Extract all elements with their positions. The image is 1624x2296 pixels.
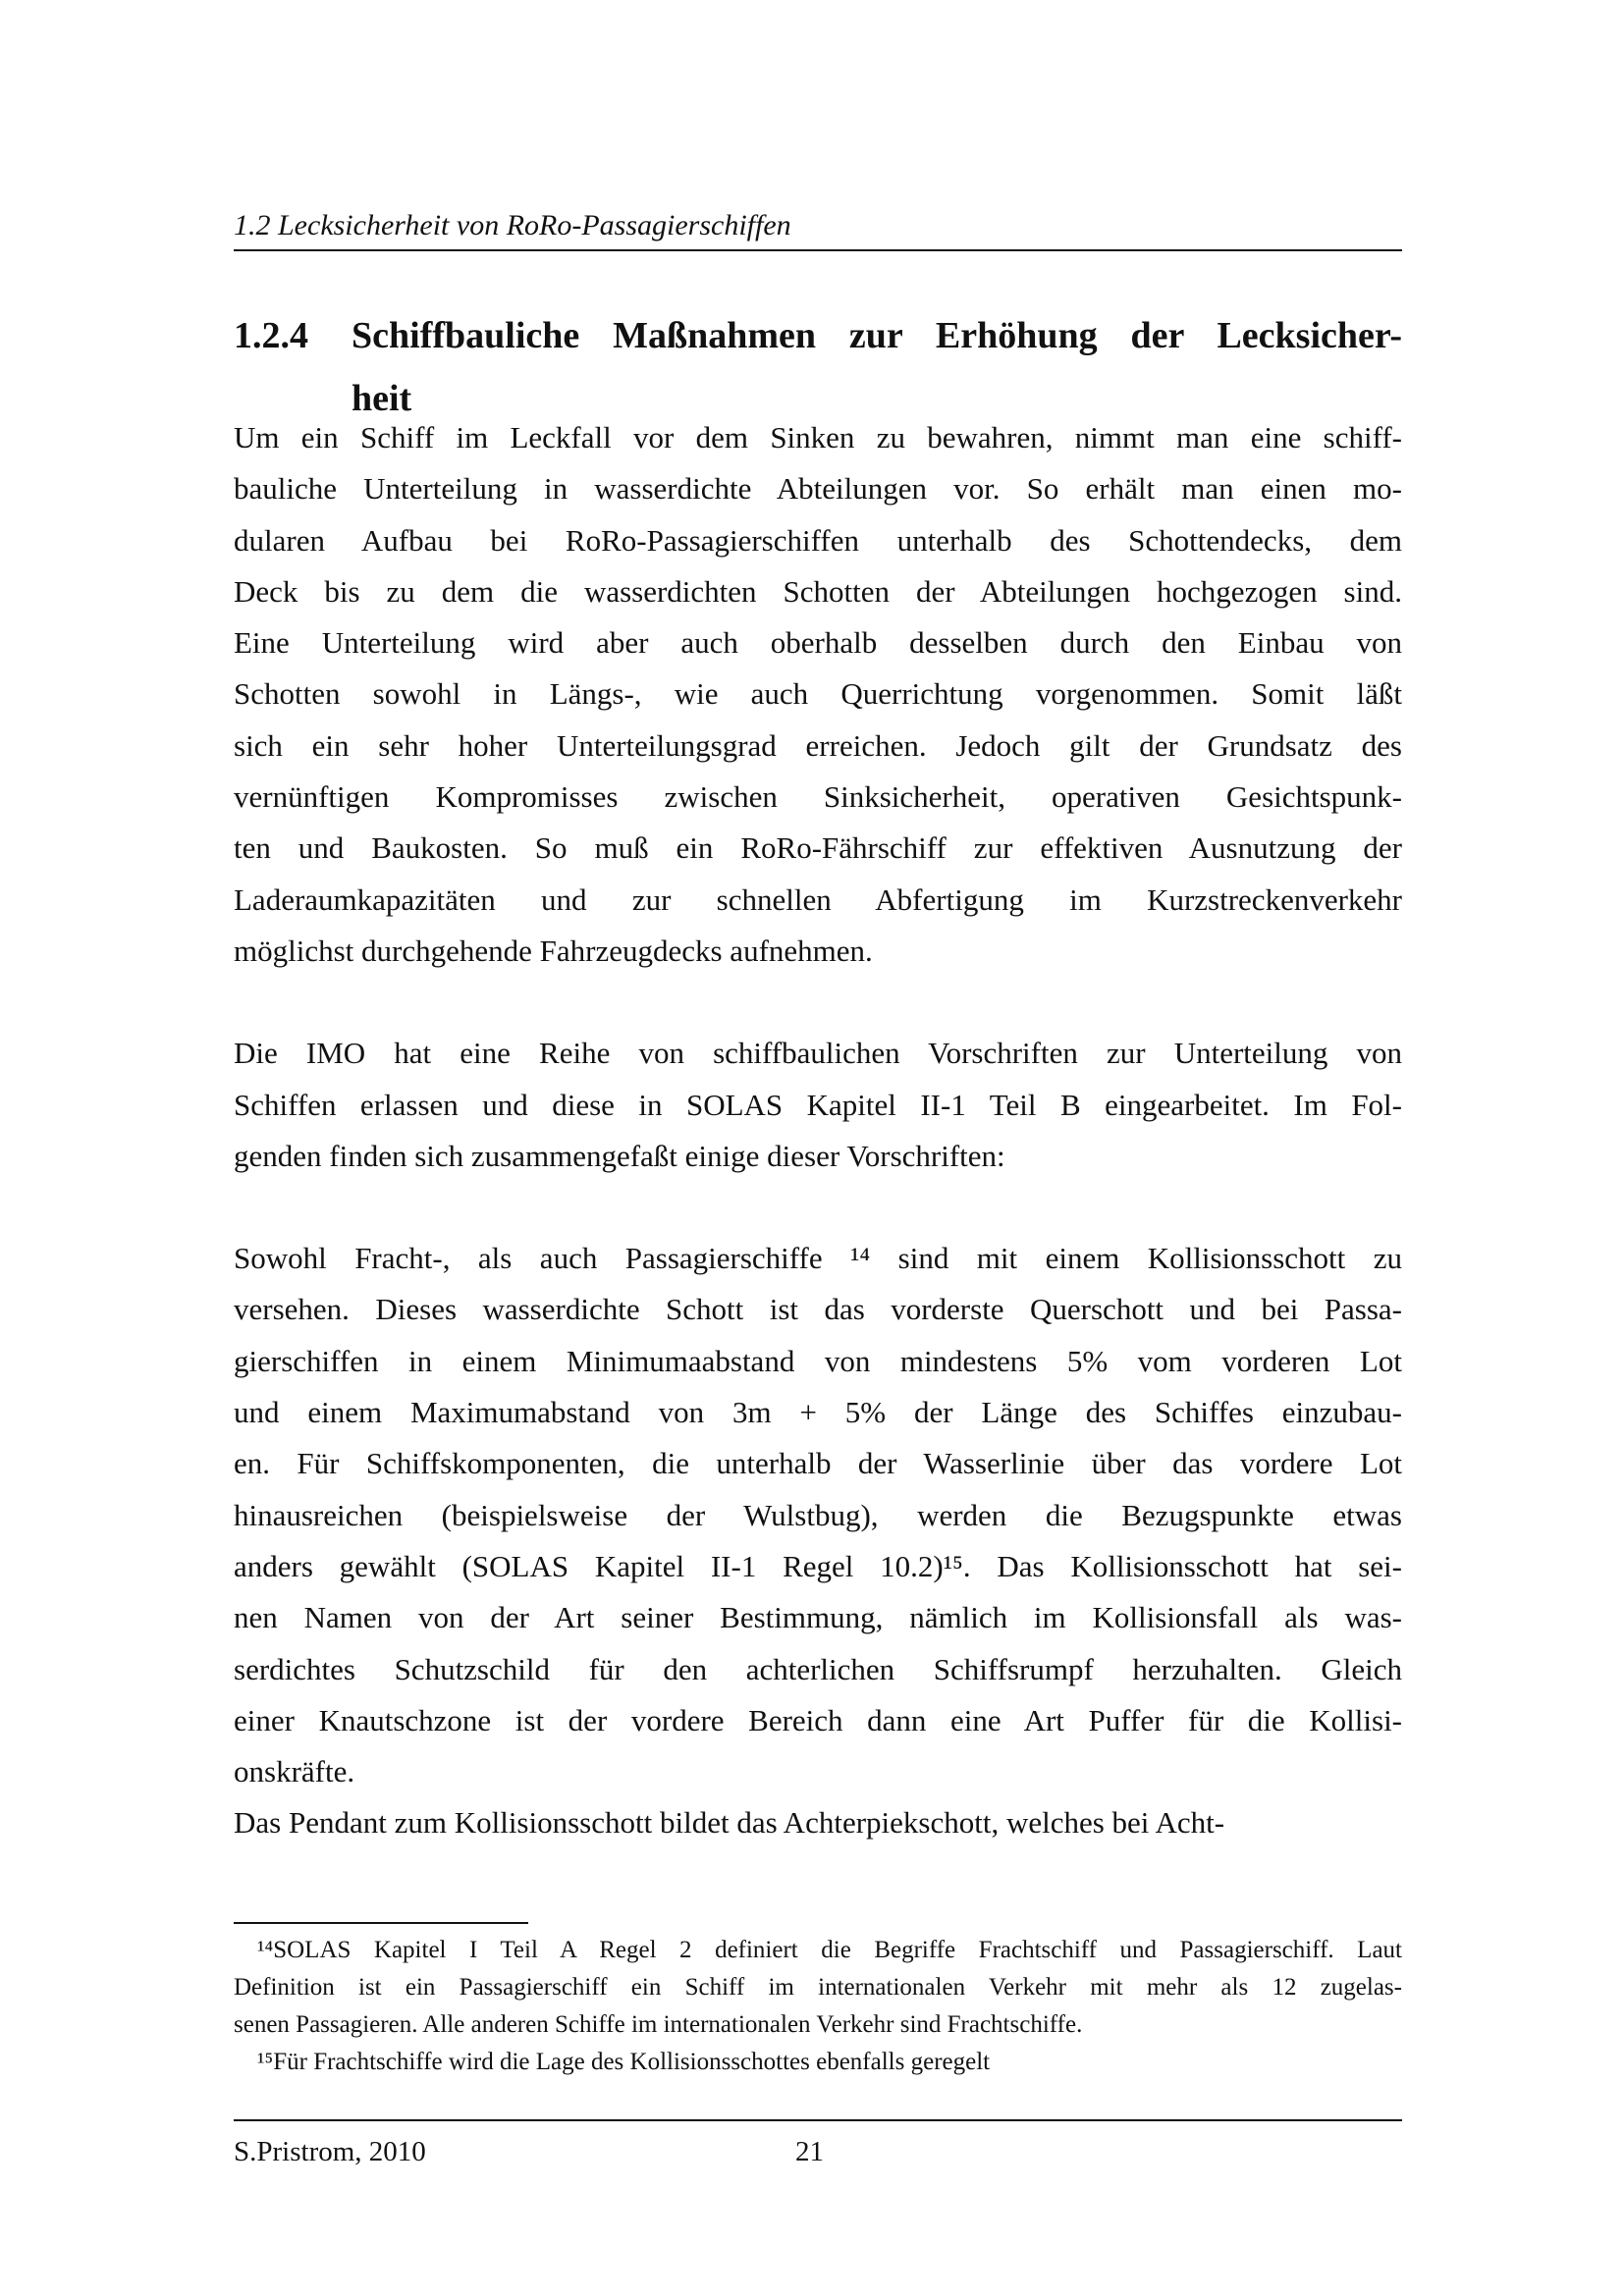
footer-divider [234, 2119, 1402, 2121]
text-line: Sowohl Fracht-, als auch Passagierschiffe ¹⁴ sind mit einem Kollisionsschott zu [234, 1241, 1402, 1276]
text-line: genden finden sich zusammengefaßt einige dieser Vorschriften: [234, 1138, 1005, 1173]
text-line: versehen. Dieses wasserdichte Schott ist das vorderste Querschott und bei Passa- [234, 1292, 1402, 1327]
paragraph [234, 1797, 1402, 1848]
text-line: hinausreichen (beispielsweise der Wulstbug), werden die Bezugspunkte etwas [234, 1497, 1402, 1532]
text-line: Um ein Schiff im Leckfall vor dem Sinken zu bewahren, nimmt man eine schiff- [234, 420, 1402, 454]
text-line: Schiffen erlassen und diese in SOLAS Kapitel II-1 Teil B eingearbeitet. Im Fol- [234, 1087, 1402, 1122]
section-title-line: Schiffbauliche Maßnahmen zur Erhöhung der Lecksicher- [352, 315, 1402, 356]
footnote-line: senen Passagieren. Alle anderen Schiffe im internationalen Verkehr sind Frachtschiffe. [234, 2011, 1083, 2038]
paragraph [234, 1233, 1402, 1797]
text-line: gierschiffen in einem Minimumaabstand von mindestens 5% vom vorderen Lot [234, 1343, 1402, 1378]
footnote [234, 2044, 1402, 2081]
text-line: sich ein sehr hoher Unterteilungsgrad erreichen. Jedoch gilt der Grundsatz des [234, 727, 1402, 763]
footnotes [234, 1932, 1402, 2081]
text-line: en. Für Schiffskomponenten, die unterhalb der Wasserlinie über das vordere Lot [234, 1446, 1402, 1481]
text-line: möglichst durchgehende Fahrzeugdecks aufnehmen. [234, 933, 873, 968]
footnote-line: ¹⁴SOLAS Kapitel I Teil A Regel 2 definiert die Begriffe Frachtschiff und Passagierschiff. Laut [257, 1937, 1402, 1963]
section-title-line: heit [352, 378, 412, 419]
section-number: 1.2.4 [234, 315, 308, 356]
text-line: vernünftigen Kompromisses zwischen Sinksicherheit, operativen Gesichtspunk- [234, 779, 1402, 815]
text-line: Schotten sowohl in Längs-, wie auch Querrichtung vorgenommen. Somit läßt [234, 676, 1402, 712]
footnote-line: Definition ist ein Passagierschiff ein Schiff im internationalen Verkehr mit mehr als 12 zugelas- [234, 1974, 1402, 2001]
text-line: Laderaumkapazitäten und zur schnellen Abfertigung im Kurzstreckenverkehr [234, 881, 1402, 917]
text-line: dularen Aufbau bei RoRo-Passagierschiffen unterhalb des Schottendecks, dem [234, 522, 1402, 558]
text-line: und einem Maximumabstand von 3m + 5% der Länge des Schiffes einzubau- [234, 1395, 1402, 1430]
section-title [352, 304, 1402, 430]
text-line: anders gewählt (SOLAS Kapitel II-1 Regel 10.2)¹⁵. Das Kollisionsschott hat sei- [234, 1548, 1402, 1583]
header-divider [234, 249, 1402, 251]
text-line: Deck bis zu dem die wasserdichten Schotten der Abteilungen hochgezogen sind. [234, 573, 1402, 609]
text-line: Das Pendant zum Kollisionsschott bildet das Achterpiekschott, welches bei Acht- [234, 1805, 1225, 1841]
footnote-divider [234, 1922, 528, 1924]
text-line: ten und Baukosten. So muß ein RoRo-Fährschiff zur effektiven Ausnutzung der [234, 830, 1402, 866]
text-line: onskräfte. [234, 1754, 355, 1789]
running-header: 1.2 Lecksicherheit von RoRo-Passagierschiffen [234, 209, 791, 241]
text-line: nen Namen von der Art seiner Bestimmung, nämlich im Kollisionsfall als was- [234, 1600, 1402, 1635]
body-text [234, 412, 1402, 1900]
page-number: 21 [795, 2136, 824, 2167]
footnote-line: ¹⁵Für Frachtschiffe wird die Lage des Kollisionsschottes ebenfalls geregelt [257, 2049, 991, 2075]
footer-author: S.Pristrom, 2010 [234, 2136, 426, 2167]
footnote [234, 1932, 1402, 2044]
text-line: Die IMO hat eine Reihe von schiffbaulichen Vorschriften zur Unterteilung von [234, 1036, 1402, 1071]
paragraph [234, 1028, 1402, 1182]
paragraph [234, 412, 1402, 977]
text-line: serdichtes Schutzschild für den achterlichen Schiffsrumpf herzuhalten. Gleich [234, 1651, 1402, 1686]
text-line: Eine Unterteilung wird aber auch oberhalb desselben durch den Einbau von [234, 625, 1402, 661]
text-line: einer Knautschzone ist der vordere Bereich dann eine Art Puffer für die Kollisi- [234, 1702, 1402, 1737]
text-line: bauliche Unterteilung in wasserdichte Abteilungen vor. So erhält man einen mo- [234, 471, 1402, 507]
